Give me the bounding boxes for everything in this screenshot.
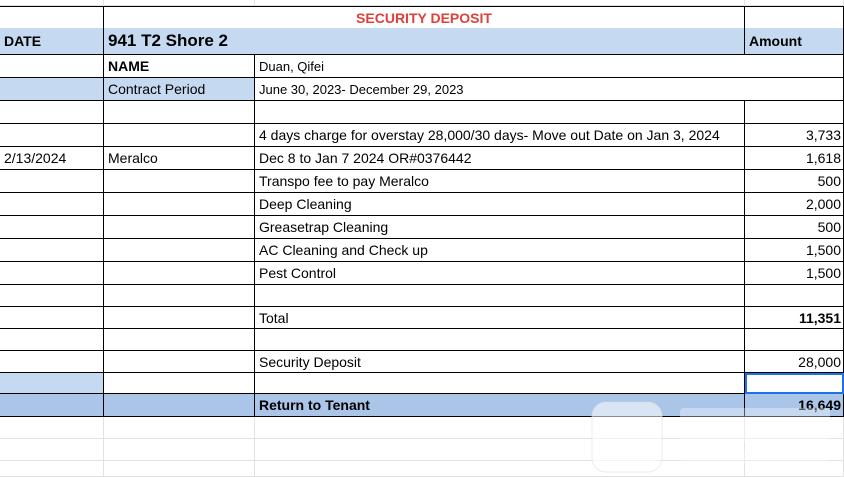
row-empty [0,439,844,461]
item-payee: Meralco [108,150,158,166]
date-cell[interactable] [0,216,104,239]
table-row [0,262,844,285]
cell[interactable] [0,439,104,461]
table-row [0,239,844,262]
date-cell[interactable] [0,170,104,193]
item-amount: 2,000 [805,196,841,212]
payee-cell[interactable] [104,147,255,170]
cell[interactable] [255,373,745,394]
property-name: 941 T2 Shore 2 [108,31,229,50]
row-blank [0,373,844,394]
cell[interactable] [104,373,255,394]
cell[interactable] [104,417,255,439]
cell[interactable] [255,417,745,439]
payee-cell[interactable] [104,239,255,262]
cell[interactable] [0,7,104,29]
payee-cell[interactable] [104,124,255,147]
total-label-cell[interactable] [255,307,745,329]
date-cell[interactable] [0,193,104,216]
deposit-value: 28,000 [798,353,841,370]
desc-cell[interactable] [255,262,745,285]
amount-cell[interactable] [745,262,844,285]
sheet-title: SECURITY DEPOSIT [356,9,492,26]
date-cell[interactable] [0,239,104,262]
return-label: Return to Tenant [259,397,370,413]
cell[interactable] [0,394,104,417]
desc-cell[interactable] [255,193,745,216]
cell[interactable] [255,439,745,461]
row-header [0,28,844,55]
cell[interactable] [104,351,255,373]
payee-cell[interactable] [104,262,255,285]
amount-cell[interactable] [745,170,844,193]
cell[interactable] [745,417,844,439]
return-value: 16,649 [798,397,841,413]
cell[interactable] [0,101,104,124]
amount-header-cell[interactable] [745,28,844,55]
contract-label-cell[interactable] [104,78,255,101]
selected-cell-outline [745,373,844,394]
cell[interactable] [255,329,745,351]
item-amount: 500 [817,173,841,189]
deposit-value-cell[interactable] [745,351,844,373]
deposit-label: Security Deposit [259,353,361,370]
total-label: Total [259,309,289,326]
date-cell[interactable] [0,147,104,170]
item-amount: 500 [817,219,841,235]
cell[interactable] [0,307,104,329]
item-amount: 1,500 [805,242,841,258]
table-row [0,216,844,239]
cell[interactable] [745,101,844,124]
amount-cell[interactable] [745,216,844,239]
amount-cell[interactable] [745,124,844,147]
cell[interactable] [0,461,104,477]
item-amount: 1,500 [805,265,841,281]
name-value-cell[interactable] [255,55,844,78]
row-title [0,6,844,29]
cell[interactable] [255,461,745,477]
payee-cell[interactable] [104,193,255,216]
return-value-cell[interactable] [745,394,844,417]
cell[interactable] [0,55,104,78]
cell[interactable] [745,285,844,307]
title-cell[interactable] [104,7,745,29]
date-cell[interactable] [0,124,104,147]
date-header: DATE [4,33,42,49]
item-description: Deep Cleaning [259,196,352,212]
cell[interactable] [0,329,104,351]
cell[interactable] [255,101,745,124]
date-header-cell[interactable] [0,28,104,55]
cell[interactable] [745,439,844,461]
contract-label: Contract Period [108,81,206,97]
row-return [0,394,844,417]
row-contract [0,78,844,101]
row-total [0,307,844,329]
row-empty [0,461,844,477]
cell[interactable] [745,461,844,477]
cell[interactable] [104,101,255,124]
item-amount: 3,733 [805,127,841,143]
cell[interactable] [104,329,255,351]
return-label-cell[interactable] [255,394,745,417]
item-description: Dec 8 to Jan 7 2024 OR#0376442 [259,150,472,166]
table-row [0,147,844,170]
row-name [0,55,844,78]
row-deposit [0,351,844,373]
amount-cell[interactable] [745,147,844,170]
item-amount: 1,618 [805,150,841,166]
cell[interactable] [745,329,844,351]
cell[interactable] [0,78,104,101]
cell[interactable] [0,285,104,307]
tenant-name: Duan, Qifei [259,58,325,74]
cell[interactable] [0,373,104,394]
desc-cell[interactable] [255,124,745,147]
item-description: Transpo fee to pay Meralco [259,173,429,189]
item-description: Greasetrap Cleaning [259,219,389,235]
date-cell[interactable] [0,262,104,285]
property-cell[interactable] [104,28,745,55]
desc-cell[interactable] [255,170,745,193]
contract-value-cell[interactable] [255,78,844,101]
amount-cell[interactable] [745,239,844,262]
cell[interactable] [255,285,745,307]
cell[interactable] [0,351,104,373]
cell[interactable] [104,439,255,461]
table-row [0,124,844,147]
table-row [0,193,844,216]
name-label: NAME [108,58,150,74]
row-blank [0,329,844,351]
payee-cell[interactable] [104,216,255,239]
desc-cell[interactable] [255,147,745,170]
cell[interactable] [104,285,255,307]
item-description: Pest Control [259,265,337,281]
amount-header: Amount [749,33,802,49]
item-description: AC Cleaning and Check up [259,242,428,258]
amount-cell[interactable] [745,193,844,216]
desc-cell[interactable] [255,239,745,262]
deposit-label-cell[interactable] [255,351,745,373]
cell[interactable] [0,417,104,439]
cell[interactable] [104,461,255,477]
item-description: 4 days charge for overstay 28,000/30 days- Move out Date on Jan 3, 2024 [259,127,720,143]
item-date: 2/13/2024 [4,150,67,166]
cell[interactable] [104,307,255,329]
contract-period: June 30, 2023- December 29, 2023 [259,81,464,97]
row-blank [0,101,844,124]
total-value-cell[interactable] [745,307,844,329]
row-empty [0,417,844,439]
name-label-cell[interactable] [104,55,255,78]
cell[interactable] [745,7,844,29]
table-row [0,170,844,193]
cell[interactable] [104,394,255,417]
total-value: 11,351 [798,309,841,326]
desc-cell[interactable] [255,216,745,239]
row-blank [0,285,844,307]
payee-cell[interactable] [104,170,255,193]
